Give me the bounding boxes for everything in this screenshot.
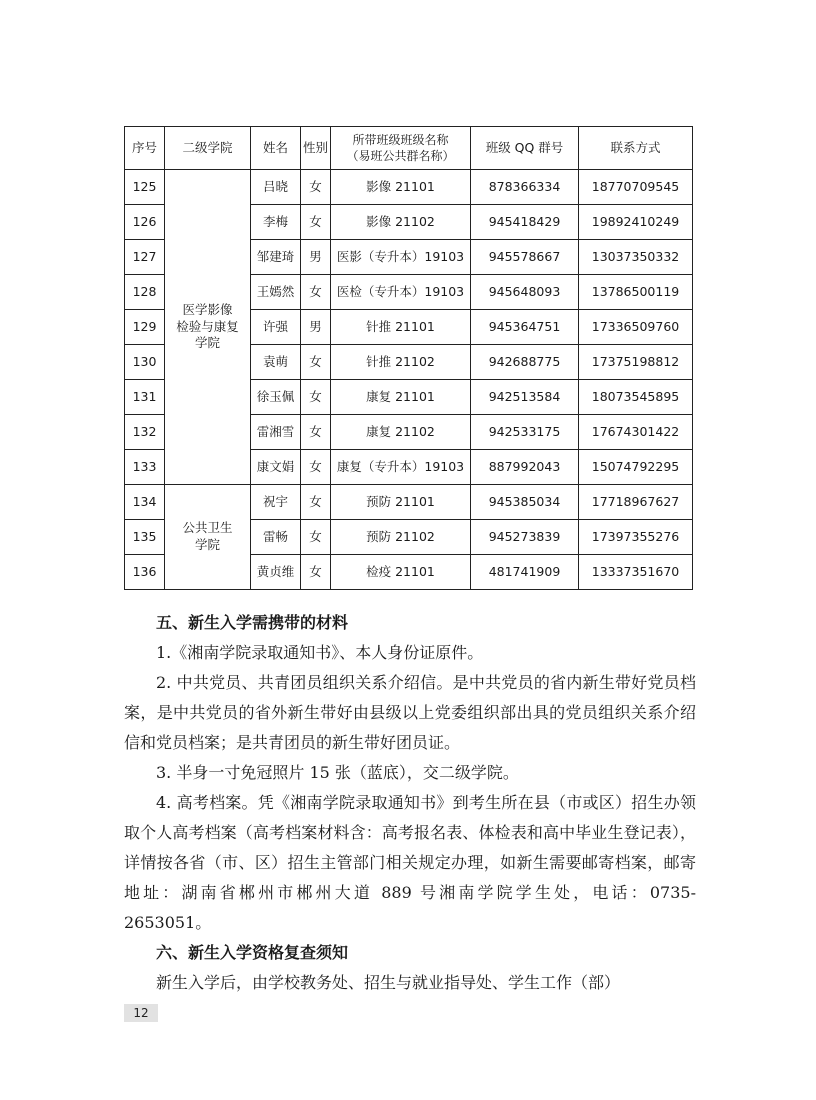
cell-gender: 男 xyxy=(301,240,331,275)
cell-contact: 13037350332 xyxy=(579,240,693,275)
section-heading: 六、新生入学资格复查须知 xyxy=(156,943,349,962)
cell-contact: 13786500119 xyxy=(579,275,693,310)
paragraph: 新生入学后，由学校教务处、招生与就业指导处、学生工作（部） xyxy=(156,973,621,992)
cell-qq: 942688775 xyxy=(471,345,579,380)
cell-qq: 942513584 xyxy=(471,380,579,415)
cell-class: 医影（专升本）19103 xyxy=(331,240,471,275)
cell-class: 预防 21101 xyxy=(331,485,471,520)
cell-index: 131 xyxy=(125,380,165,415)
cell-name: 王嫣然 xyxy=(251,275,301,310)
cell-class: 针推 21101 xyxy=(331,310,471,345)
cell-class: 检疫 21101 xyxy=(331,555,471,590)
cell-name: 雷畅 xyxy=(251,520,301,555)
cell-qq: 942533175 xyxy=(471,415,579,450)
cell-qq: 887992043 xyxy=(471,450,579,485)
header-college: 二级学院 xyxy=(165,127,251,170)
header-qq: 班级 QQ 群号 xyxy=(471,127,579,170)
cell-gender: 女 xyxy=(301,205,331,240)
cell-class: 影像 21102 xyxy=(331,205,471,240)
paragraph: 3. 半身一寸免冠照片 15 张（蓝底），交二级学院。 xyxy=(156,763,519,782)
header-contact: 联系方式 xyxy=(579,127,693,170)
college-line: 医学影像 xyxy=(182,301,233,317)
cell-qq: 945648093 xyxy=(471,275,579,310)
cell-contact: 17397355276 xyxy=(579,520,693,555)
cell-name: 许强 xyxy=(251,310,301,345)
cell-class: 康复 21102 xyxy=(331,415,471,450)
cell-contact: 15074792295 xyxy=(579,450,693,485)
cell-class: 影像 21101 xyxy=(331,170,471,205)
cell-name: 吕晓 xyxy=(251,170,301,205)
college-line: 学院 xyxy=(194,335,220,351)
cell-name: 李梅 xyxy=(251,205,301,240)
cell-contact: 17674301422 xyxy=(579,415,693,450)
table-header-row xyxy=(125,127,693,170)
cell-index: 128 xyxy=(125,275,165,310)
cell-index: 125 xyxy=(125,170,165,205)
cell-contact: 17336509760 xyxy=(579,310,693,345)
cell-gender: 女 xyxy=(301,345,331,380)
cell-gender: 女 xyxy=(301,450,331,485)
cell-class: 针推 21102 xyxy=(331,345,471,380)
header-gender: 性别 xyxy=(301,127,331,170)
college-line: 检验与康复 xyxy=(176,318,239,334)
section-heading: 五、新生入学需携带的材料 xyxy=(156,613,349,632)
cell-index: 132 xyxy=(125,415,165,450)
cell-name: 康文娟 xyxy=(251,450,301,485)
cell-contact: 18770709545 xyxy=(579,170,693,205)
page-number: 12 xyxy=(124,1004,158,1022)
cell-qq: 945385034 xyxy=(471,485,579,520)
header-class-line2: （易班公共群名称） xyxy=(346,149,455,163)
cell-contact: 13337351670 xyxy=(579,555,693,590)
cell-index: 126 xyxy=(125,205,165,240)
cell-name: 邹建琦 xyxy=(251,240,301,275)
cell-qq: 481741909 xyxy=(471,555,579,590)
paragraph: 2. 中共党员、共青团员组织关系介绍信。是中共党员的省内新生带好党员档案，是中共党员的省外新生带好由县级以上党委组织部出具的党员组织关系介绍信和党员档案；是共青团员的新生带好团员证。 xyxy=(124,673,696,752)
cell-class: 预防 21102 xyxy=(331,520,471,555)
cell-index: 135 xyxy=(125,520,165,555)
header-class-line1: 所带班级班级名称 xyxy=(352,132,449,147)
cell-index: 136 xyxy=(125,555,165,590)
college-line: 学院 xyxy=(194,537,220,552)
cell-class: 医检（专升本）19103 xyxy=(331,275,471,310)
cell-index: 133 xyxy=(125,450,165,485)
header-class xyxy=(331,127,471,170)
cell-gender: 女 xyxy=(301,520,331,555)
cell-name: 袁萌 xyxy=(251,345,301,380)
cell-index: 134 xyxy=(125,485,165,520)
cell-contact: 18073545895 xyxy=(579,380,693,415)
cell-index: 129 xyxy=(125,310,165,345)
cell-name: 黄贞维 xyxy=(251,555,301,590)
cell-college xyxy=(165,170,251,485)
paragraph: 4. 高考档案。凭《湘南学院录取通知书》到考生所在县（市或区）招生办领取个人高考档案（高考档案材料含：高考报名表、体检表和高中毕业生登记表），详情按各省（市、区）招生主管部门相关规定办理，如新生需要邮寄档案，邮寄地址：湖南省郴州市郴州大道 889 号湘南学院学生处，电话：0735-2653051。 xyxy=(124,793,696,932)
body-text xyxy=(124,608,696,998)
cell-contact: 17718967627 xyxy=(579,485,693,520)
cell-gender: 女 xyxy=(301,555,331,590)
cell-qq: 945578667 xyxy=(471,240,579,275)
cell-qq: 878366334 xyxy=(471,170,579,205)
cell-name: 徐玉佩 xyxy=(251,380,301,415)
cell-college xyxy=(165,485,251,590)
cell-contact: 17375198812 xyxy=(579,345,693,380)
cell-gender: 女 xyxy=(301,275,331,310)
cell-index: 130 xyxy=(125,345,165,380)
table-row xyxy=(125,485,693,520)
cell-index: 127 xyxy=(125,240,165,275)
cell-gender: 女 xyxy=(301,170,331,205)
cell-gender: 男 xyxy=(301,310,331,345)
cell-qq: 945418429 xyxy=(471,205,579,240)
header-name: 姓名 xyxy=(251,127,301,170)
cell-name: 雷湘雪 xyxy=(251,415,301,450)
cell-qq: 945273839 xyxy=(471,520,579,555)
cell-gender: 女 xyxy=(301,415,331,450)
counselor-table xyxy=(124,126,693,590)
paragraph: 1.《湘南学院录取通知书》、本人身份证原件。 xyxy=(156,643,484,662)
cell-class: 康复（专升本）19103 xyxy=(331,450,471,485)
cell-name: 祝宇 xyxy=(251,485,301,520)
table-row xyxy=(125,170,693,205)
cell-class: 康复 21101 xyxy=(331,380,471,415)
college-line: 公共卫生 xyxy=(182,520,233,536)
cell-qq: 945364751 xyxy=(471,310,579,345)
cell-gender: 女 xyxy=(301,485,331,520)
cell-gender: 女 xyxy=(301,380,331,415)
header-index: 序号 xyxy=(125,127,165,170)
cell-contact: 19892410249 xyxy=(579,205,693,240)
